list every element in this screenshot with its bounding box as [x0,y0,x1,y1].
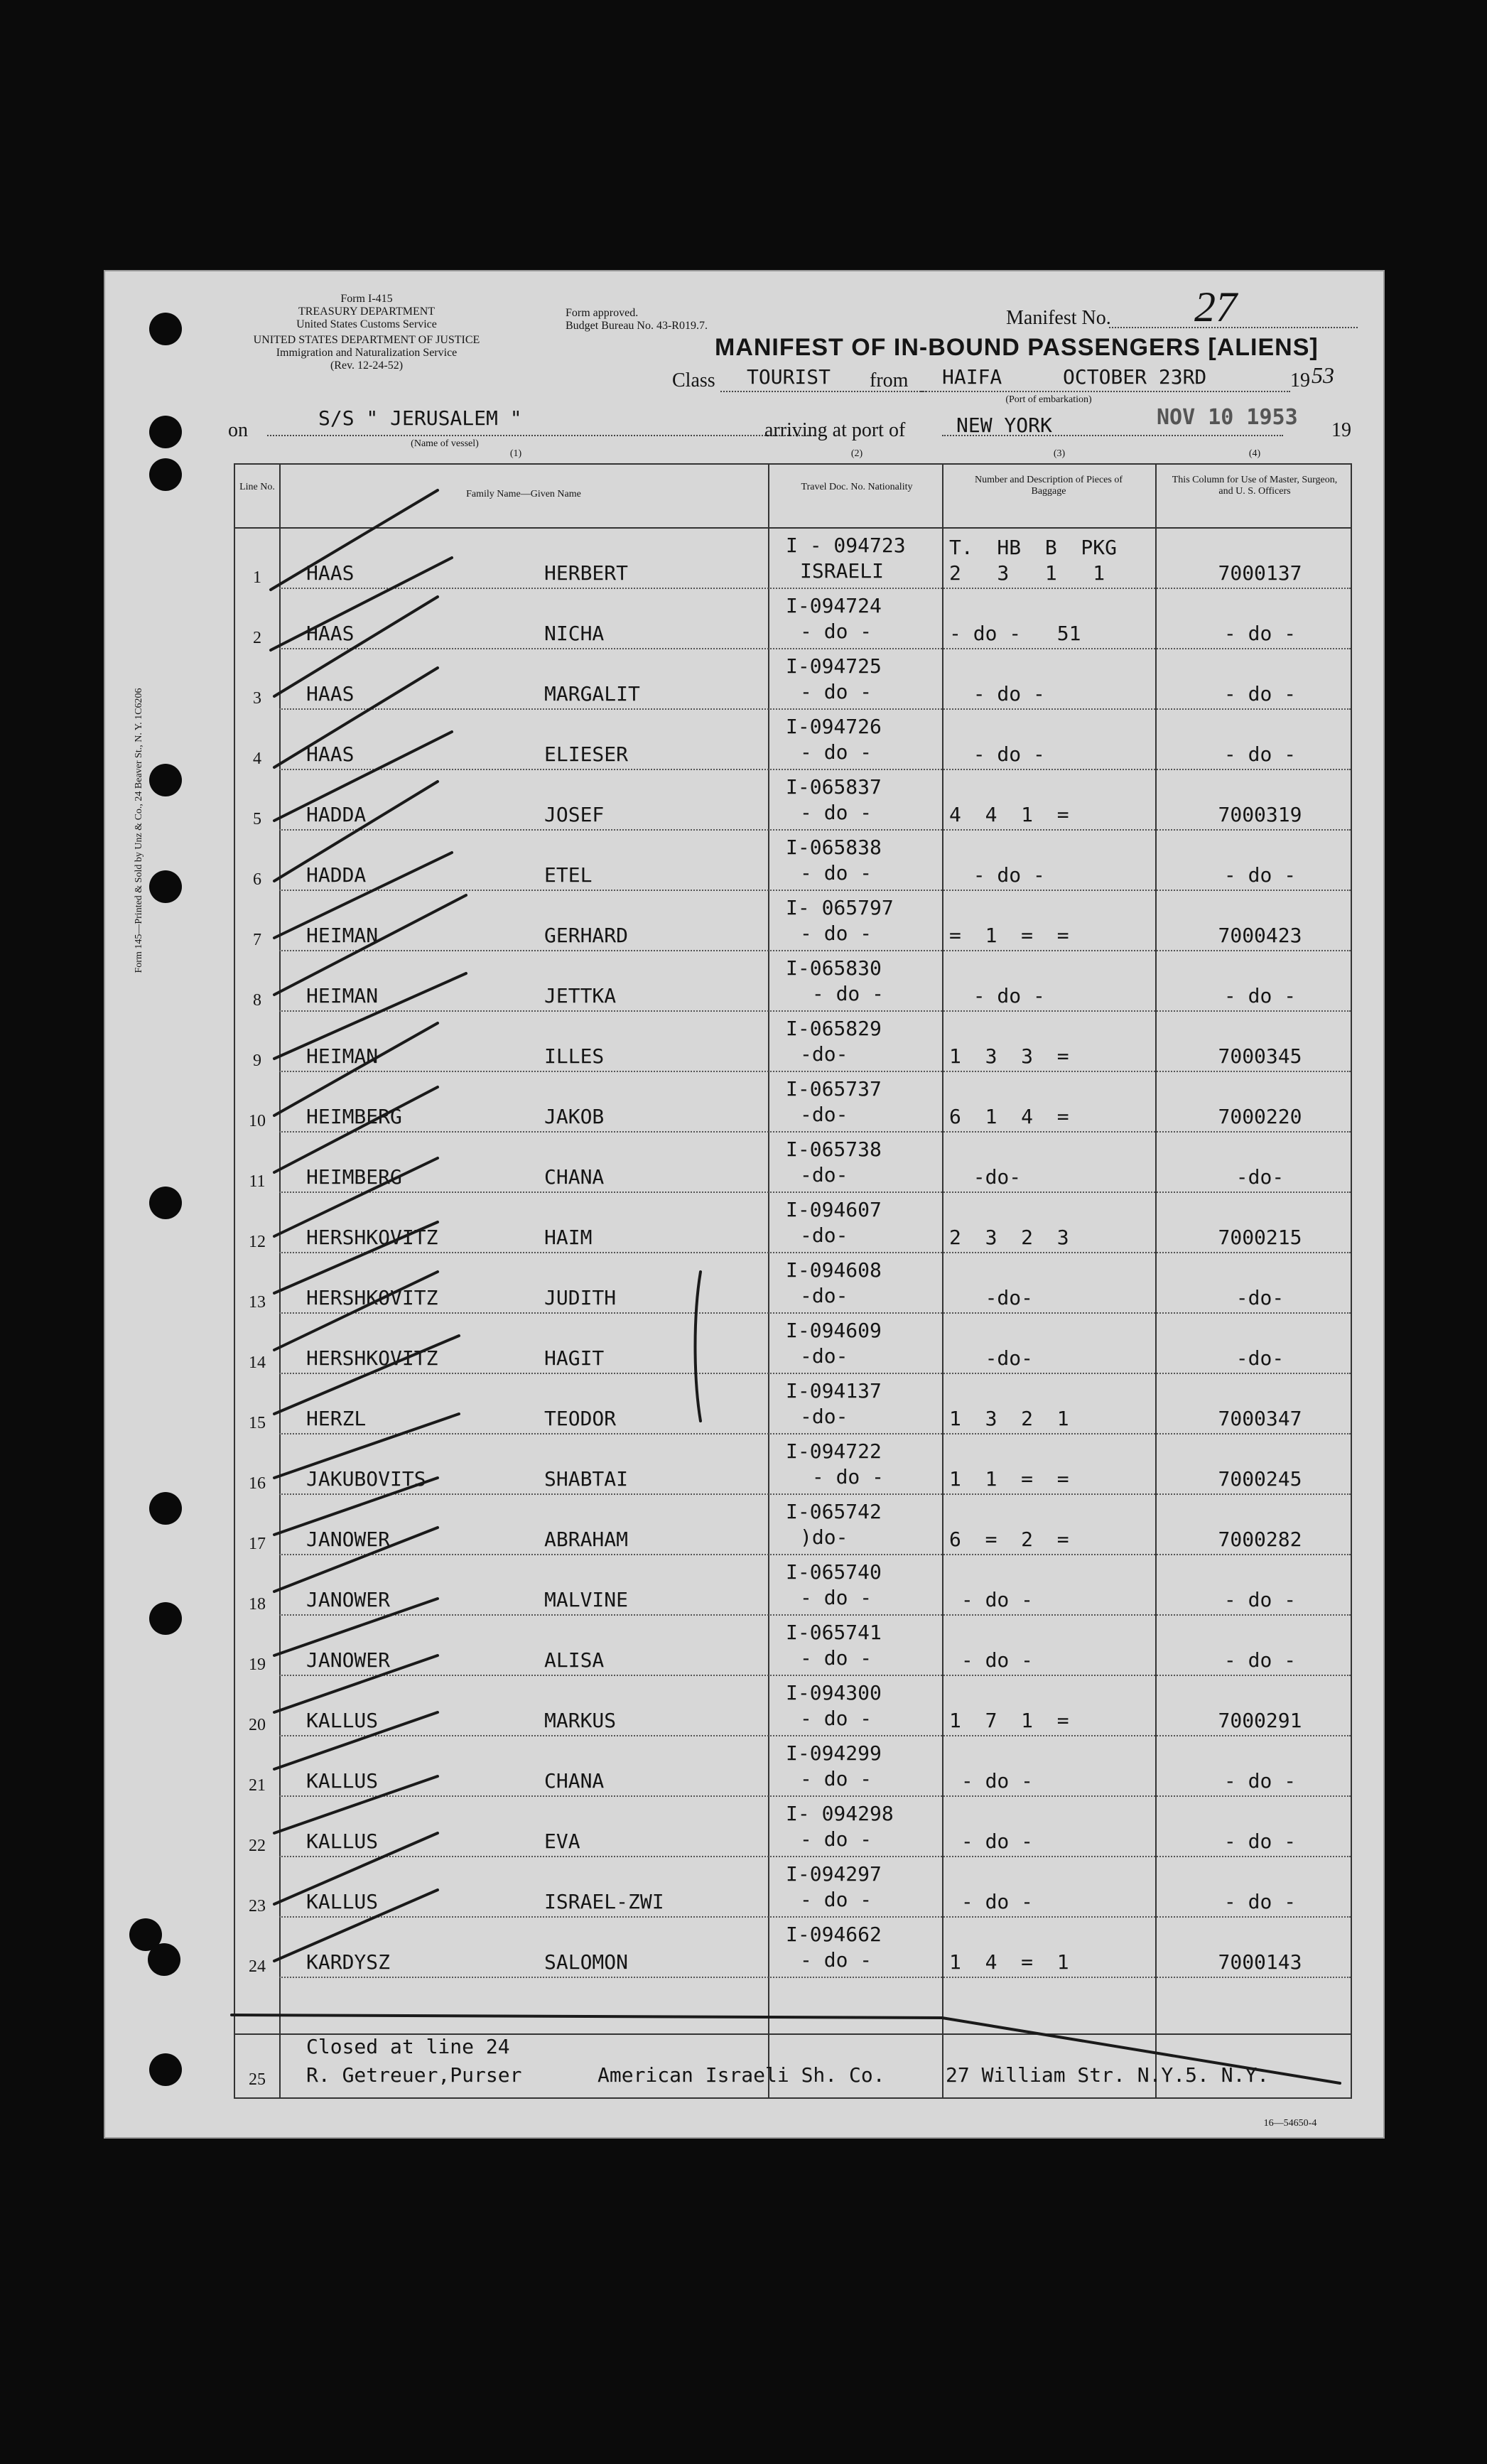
baggage-count: = 1 = = [949,924,1069,947]
given-name: MARKUS [544,1709,617,1732]
given-name: JOSEF [544,803,605,826]
form-footer-number: 16—54650-4 [1263,2118,1317,2129]
given-name: HAGIT [544,1346,605,1370]
table-row [235,832,1351,892]
arrival-date-stamp: NOV 10 1953 [1157,405,1298,430]
class-label: Class [672,369,715,391]
row-dotted-rule [279,890,1351,891]
row-dotted-rule [279,648,1351,649]
baggage-count: - do - [949,984,1045,1007]
row-dotted-rule [279,588,1351,589]
travel-doc [786,774,882,826]
line-number: 18 [249,1595,266,1614]
line-number: 6 [253,870,261,889]
travel-doc-number: I- 065797 [786,896,894,919]
given-name: ETEL [544,863,593,887]
travel-doc [786,1439,884,1490]
family-name: JANOWER [306,1588,391,1611]
budget-bureau: Budget Bureau No. 43-R019.7. [566,320,708,332]
travel-doc [786,714,882,765]
nationality: - do - [800,680,872,703]
line-number: 10 [249,1112,266,1130]
travel-doc [786,533,906,584]
class-value: TOURIST [747,365,831,389]
binder-hole [149,2053,182,2086]
travel-doc-number: I-065742 [786,1500,882,1523]
nationality: - do - [800,1827,872,1851]
travel-doc [786,1922,882,1973]
year-prefix: 19 [1290,369,1310,391]
travel-doc [786,593,882,644]
table-row [235,530,1351,590]
row-dotted-rule [279,829,1351,831]
nationality: ISRAELI [800,559,885,583]
row-dotted-rule [279,950,1351,951]
given-name: MALVINE [544,1588,629,1611]
from-port: HAIFA [942,365,1002,389]
travel-doc-number: I-065837 [786,775,882,799]
header-name: Family Name—Given Name [466,489,581,499]
nationality: -do- [800,1042,848,1066]
nationality: - do - [800,1888,872,1911]
officer-column: 7000291 [1218,1709,1302,1732]
row-dotted-rule [279,1916,1351,1918]
row-dotted-rule [279,1373,1351,1374]
nationality: - do - [800,620,872,643]
row-dotted-rule [279,1010,1351,1012]
travel-doc-number: I-065838 [786,836,882,859]
manifest-title: MANIFEST OF IN-BOUND PASSENGERS [ALIENS] [715,334,1319,361]
officer-column: 7000345 [1218,1044,1302,1068]
officer-column: - do - [1223,1648,1297,1672]
arrival-year-prefix: 19 [1331,419,1351,441]
given-name: HAIM [544,1226,593,1249]
baggage-count: 2 3 2 3 [949,1226,1069,1249]
line-number: 1 [253,568,261,587]
on-label: on [228,419,248,441]
line-number: 15 [249,1414,266,1432]
table-row [235,1557,1351,1617]
baggage-count: - do - [949,1648,1034,1672]
family-name: HAAS [306,682,355,706]
purser-name: R. Getreuer,Purser [306,2063,522,2087]
given-name: CHANA [544,1769,605,1793]
line-number: 5 [253,810,261,828]
line-number: 2 [253,629,261,647]
travel-doc-number: I-065830 [786,956,882,980]
line-number: 4 [253,750,261,768]
agent-address: 27 William Str. N.Y.5. N.Y. [946,2063,1270,2087]
binder-hole [149,764,182,796]
given-name: JAKOB [544,1105,605,1128]
family-name: JAKUBOVITS [306,1467,426,1491]
customs-line: United States Customs Service [296,318,437,330]
given-name: JUDITH [544,1286,617,1309]
travel-doc [786,654,882,705]
baggage-count: - do - 51 [949,622,1081,645]
family-name: HERSHKOVITZ [306,1346,438,1370]
binder-hole [149,1602,182,1635]
col4-number: (4) [1248,448,1261,459]
baggage-count: -do- [949,1165,1022,1189]
baggage-count: 1 7 1 = [949,1709,1069,1732]
nationality: - do - [800,861,872,885]
given-name: MARGALIT [544,682,640,706]
nationality: -do- [800,1103,848,1126]
baggage-count: - do - [949,1890,1034,1913]
officer-column: -do- [1235,1286,1285,1309]
given-name: TEODOR [544,1407,617,1430]
line-number: 7 [253,931,261,949]
table-row [235,1315,1351,1376]
travel-doc-number: I-094726 [786,715,882,738]
binder-hole [149,313,182,345]
given-name: ISRAEL-ZWI [544,1890,664,1913]
travel-doc-number: I-065741 [786,1621,882,1644]
baggage-count: 4 4 1 = [949,803,1069,826]
family-name: HAAS [306,622,355,645]
given-name: EVA [544,1830,580,1853]
officer-column: - do - [1223,984,1297,1007]
family-name: HEIMBERG [306,1105,402,1128]
table-row [235,1134,1351,1194]
row-dotted-rule [279,769,1351,770]
given-name: ELIESER [544,742,629,766]
officer-column: - do - [1223,1588,1297,1611]
line-number: 20 [249,1716,266,1734]
baggage-count: - do - [949,682,1045,706]
family-name: HERZL [306,1407,367,1430]
vessel-dots [267,435,814,436]
form-approved: Form approved. [566,307,639,319]
officer-column: 7000423 [1218,924,1302,947]
row-dotted-rule [279,1433,1351,1434]
row-dotted-rule [279,1795,1351,1797]
travel-doc [786,1258,882,1309]
line-number: 3 [253,689,261,708]
row-dotted-rule [279,1131,1351,1133]
travel-doc-number: I-094609 [786,1319,882,1342]
row-dotted-rule [279,1735,1351,1736]
treasury-line: TREASURY DEPARTMENT [298,306,436,318]
family-name: HADDA [306,863,367,887]
travel-doc [786,1499,882,1550]
row-dotted-rule [279,708,1351,710]
nationality: - do - [800,1586,872,1609]
officer-column: 7000347 [1218,1407,1302,1430]
travel-doc-number: I-094137 [786,1379,882,1403]
officer-column: - do - [1223,682,1297,706]
table-row [235,1013,1351,1074]
family-name: KARDYSZ [306,1950,391,1974]
given-name: CHANA [544,1165,605,1189]
baggage-count: - do - [949,742,1045,766]
travel-doc [786,1016,882,1067]
travel-doc-number: I-094299 [786,1741,882,1765]
col3-number: (3) [1053,448,1066,459]
table-row [235,590,1351,651]
family-name: HEIMAN [306,924,379,947]
header-baggage: Number and Description of Pieces of Baggage [975,475,1123,497]
travel-doc [786,895,894,946]
manifest-number: 27 [1194,283,1237,330]
header-travel-doc: Travel Doc. No. Nationality [801,482,913,492]
nationality: -do- [800,1405,848,1428]
family-name: KALLUS [306,1769,379,1793]
row-dotted-rule [279,1554,1351,1555]
travel-doc [786,1560,882,1611]
revision-line: (Rev. 12-24-52) [330,360,404,372]
given-name: NICHA [544,622,605,645]
travel-doc-number: I-065740 [786,1560,882,1584]
justice-line: UNITED STATES DEPARTMENT OF JUSTICE [253,334,480,346]
binder-hole [149,1187,182,1219]
officer-column: 7000143 [1218,1950,1302,1974]
nationality: )do- [800,1525,848,1549]
travel-doc [786,1620,882,1671]
line-number: 22 [249,1837,266,1855]
family-name: JANOWER [306,1528,391,1551]
year-value: 53 [1312,362,1334,388]
row-dotted-rule [279,1252,1351,1253]
given-name: ALISA [544,1648,605,1672]
baggage-count: 6 = 2 = [949,1528,1069,1551]
family-name: KALLUS [306,1890,379,1913]
passenger-table [234,463,1352,2099]
table-row [235,1376,1351,1436]
table-row [235,1496,1351,1557]
table-row [235,1919,1351,1979]
baggage-count: 2 3 1 1 [949,561,1105,585]
baggage-count: 1 3 2 1 [949,1407,1069,1430]
departure-date: OCTOBER 23RD [1063,365,1207,389]
family-name: JANOWER [306,1648,391,1672]
vessel-name: S/S " JERUSALEM " [318,406,522,430]
table-row [235,892,1351,953]
nationality: - do - [800,922,872,945]
line-number: 17 [249,1535,266,1553]
nationality: - do - [800,1707,872,1730]
line-number: 24 [249,1957,266,1976]
nationality: -do- [800,1163,848,1187]
officer-column: - do - [1223,1830,1297,1853]
table-row [235,772,1351,832]
family-name: KALLUS [306,1830,379,1853]
officer-column: - do - [1223,863,1297,887]
table-row [235,1194,1351,1255]
baggage-count: - do - [949,1769,1034,1793]
baggage-codes: T. HB B PKG [949,536,1118,559]
manifest-no-label: Manifest No. [1006,307,1111,329]
row-dotted-rule [279,1071,1351,1072]
table-row [235,1436,1351,1496]
family-name: HERSHKOVITZ [306,1226,438,1249]
nationality: - do - [800,801,872,824]
embarkation-note: (Port of embarkation) [1005,394,1092,405]
travel-doc [786,1137,882,1188]
nationality: - do - [800,1767,872,1790]
table-row [235,1074,1351,1134]
nationality: -do- [800,1284,848,1307]
agent-name: American Israeli Sh. Co. [597,2063,885,2087]
line-number: 13 [249,1293,266,1312]
travel-doc-number: I-094662 [786,1923,882,1946]
table-row [235,1255,1351,1315]
line-number: 14 [249,1353,266,1372]
nationality: - do - [800,740,872,764]
vessel-note: (Name of vessel) [411,438,479,449]
table-row [235,651,1351,711]
line-number: 8 [253,991,261,1010]
row-dotted-rule [279,1856,1351,1857]
col2-number: (2) [850,448,863,459]
travel-doc [786,1378,882,1430]
nationality: -do- [800,1344,848,1368]
closed-note: Closed at line 24 [306,2035,510,2058]
officer-column: 7000319 [1218,803,1302,826]
given-name: ILLES [544,1044,605,1068]
officer-column: - do - [1223,1890,1297,1913]
binder-hole [148,1943,180,1976]
given-name: GERHARD [544,924,629,947]
table-row [235,1677,1351,1738]
family-name: HEIMAN [306,1044,379,1068]
travel-doc-number: I-094725 [786,654,882,678]
travel-doc [786,1318,882,1369]
travel-doc-number: I-065829 [786,1017,882,1040]
baggage-count: 1 1 = = [949,1467,1069,1491]
officer-column: 7000220 [1218,1105,1302,1128]
travel-doc [786,1741,882,1792]
manifest-sheet [104,270,1385,2139]
binder-hole [149,416,182,448]
ins-line: Immigration and Naturalization Service [276,347,458,359]
officer-column: 7000282 [1218,1528,1302,1551]
line-25: 25 [249,2070,266,2089]
baggage-count: -do- [949,1286,1034,1309]
line-number: 19 [249,1655,266,1674]
given-name: SHABTAI [544,1467,629,1491]
from-dots [921,391,1290,392]
row-dotted-rule [279,1312,1351,1314]
travel-doc-number: I-065737 [786,1077,882,1101]
baggage-count: 1 3 3 = [949,1044,1069,1068]
family-name: HEIMBERG [306,1165,402,1189]
travel-doc [786,1076,882,1128]
baggage-count: - do - [949,1588,1034,1611]
baggage-count: 6 1 4 = [949,1105,1069,1128]
nationality: - do - [800,1465,885,1488]
family-name: HERSHKOVITZ [306,1286,438,1309]
binder-hole [149,870,182,903]
family-name: HEIMAN [306,984,379,1007]
row-dotted-rule [279,1493,1351,1495]
travel-doc-number: I-094607 [786,1198,882,1221]
officer-column: - do - [1223,622,1297,645]
officer-column: 7000215 [1218,1226,1302,1249]
col1-number: (1) [509,448,522,459]
baggage-count: - do - [949,1830,1034,1853]
officer-column: 7000137 [1218,561,1302,585]
nationality: -do- [800,1223,848,1247]
travel-doc-number: I - 094723 [786,534,906,557]
nationality: - do - [800,982,885,1005]
baggage-count: - do - [949,863,1045,887]
line-number: 23 [249,1897,266,1915]
line-number: 11 [249,1172,266,1191]
given-name: JETTKA [544,984,617,1007]
row-dotted-rule [279,1675,1351,1676]
officer-column: -do- [1235,1165,1285,1189]
binder-hole [149,1492,182,1525]
row-dotted-rule [279,1977,1351,1978]
line-number: 21 [249,1776,266,1795]
travel-doc [786,1197,882,1248]
travel-doc-number: I-094724 [786,594,882,617]
given-name: HERBERT [544,561,629,585]
form-number: Form I-415 [340,293,393,305]
given-name: SALOMON [544,1950,629,1974]
table-row [235,953,1351,1013]
side-printer-note: Form 145—Printed & Sold by Unz & Co., 24 Beaver St., N. Y. 1C6206 [134,688,144,973]
row-dotted-rule [279,1614,1351,1616]
family-name: HADDA [306,803,367,826]
travel-doc-number: I-094722 [786,1439,882,1463]
nationality: - do - [800,1948,872,1972]
from-label: from [870,369,909,391]
officer-column: - do - [1223,1769,1297,1793]
header-officers: This Column for Use of Master, Surgeon, and U. S. Officers [1172,475,1338,497]
travel-doc-number: I- 094298 [786,1802,894,1825]
baggage-count: 1 4 = 1 [949,1950,1069,1974]
line-number: 9 [253,1052,261,1070]
header-rule [235,527,1351,529]
travel-doc-number: I-094300 [786,1681,882,1704]
table-row [235,711,1351,772]
travel-doc-number: I-065738 [786,1138,882,1161]
nationality: - do - [800,1646,872,1670]
travel-doc [786,1680,882,1731]
officer-column: - do - [1223,742,1297,766]
arrival-dots [942,435,1283,436]
travel-doc [786,956,884,1007]
table-row [235,1617,1351,1677]
given-name: ABRAHAM [544,1528,629,1551]
travel-doc [786,835,882,886]
travel-doc [786,1801,894,1852]
travel-doc-number: I-094297 [786,1862,882,1886]
arrival-port: NEW YORK [956,414,1052,437]
travel-doc [786,1861,882,1913]
officer-column: 7000245 [1218,1467,1302,1491]
family-name: HAAS [306,561,355,585]
header-line-no: Line No. [239,482,275,492]
officer-column: -do- [1235,1346,1285,1370]
binder-hole [149,458,182,491]
line-number: 12 [249,1233,266,1251]
row-dotted-rule [279,1192,1351,1193]
table-row [235,1798,1351,1859]
travel-doc-number: I-094608 [786,1258,882,1282]
arriving-label: arriving at port of [764,419,906,441]
family-name: KALLUS [306,1709,379,1732]
family-name: HAAS [306,742,355,766]
table-row [235,1859,1351,1919]
baggage-count: -do- [949,1346,1034,1370]
table-row [235,1738,1351,1798]
line-number: 16 [249,1474,266,1493]
